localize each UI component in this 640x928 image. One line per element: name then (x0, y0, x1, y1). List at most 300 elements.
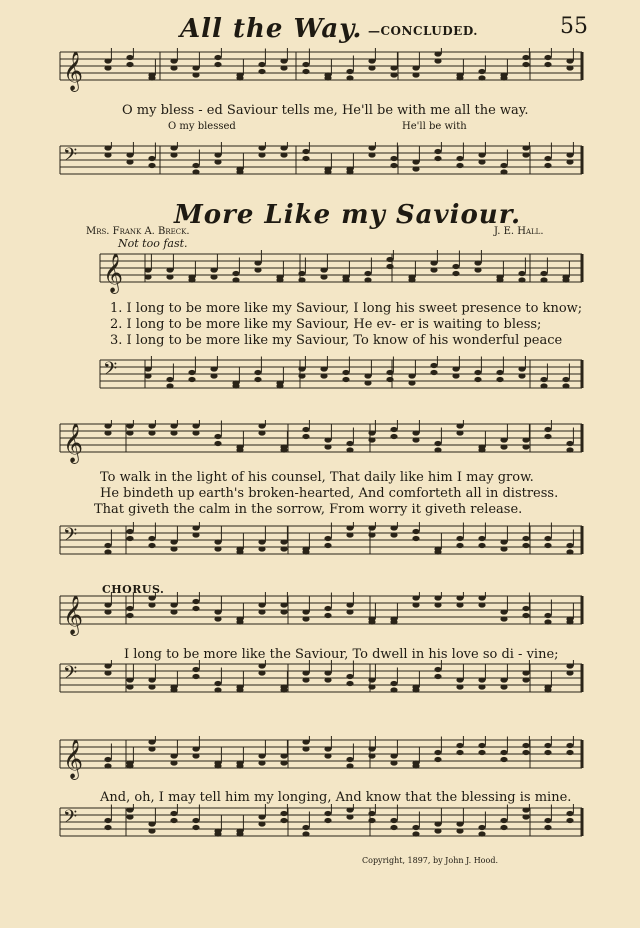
notehead (104, 670, 111, 675)
notehead (522, 543, 529, 548)
notehead (434, 58, 441, 63)
notehead (522, 613, 529, 618)
notehead (126, 814, 133, 819)
notehead (412, 159, 419, 164)
notehead (346, 757, 353, 762)
notehead (478, 536, 485, 541)
notehead (496, 277, 503, 282)
verse-line-2: 2. I long to be more like my Saviour, He ev- er is waiting to bless; (110, 317, 542, 332)
notehead (214, 152, 221, 157)
bass-words-right: He'll be with (402, 121, 467, 132)
notehead (170, 687, 177, 692)
notehead (280, 602, 287, 607)
notehead (188, 277, 195, 282)
notehead (430, 363, 437, 368)
notehead (452, 366, 459, 371)
notehead (104, 825, 111, 830)
notehead (280, 145, 287, 150)
notehead (346, 681, 353, 686)
notehead (456, 156, 463, 161)
notehead (210, 366, 217, 371)
notehead (104, 152, 111, 157)
notehead (280, 609, 287, 614)
notehead (478, 159, 485, 164)
notehead (170, 811, 177, 816)
notehead (126, 529, 133, 534)
notehead (148, 602, 155, 607)
notehead (144, 366, 151, 371)
notehead (258, 62, 265, 67)
notehead (478, 152, 485, 157)
notehead (500, 444, 507, 449)
notehead (452, 373, 459, 378)
notehead (478, 543, 485, 548)
notehead (390, 760, 397, 765)
notehead (474, 267, 481, 272)
notehead (170, 145, 177, 150)
notehead (390, 818, 397, 823)
notehead (192, 72, 199, 77)
notehead (254, 377, 261, 382)
notehead (412, 825, 419, 830)
verse-cont-line-3: That giveth the calm in the sorrow, From worry it giveth release. (94, 502, 523, 517)
page-header-title: All the Way. (180, 14, 363, 44)
notehead (104, 65, 111, 70)
page-header-concluded: —CONCLUDED. (368, 24, 478, 38)
notehead (540, 383, 547, 388)
notehead (104, 423, 111, 428)
notehead (496, 377, 503, 382)
notehead (500, 539, 507, 544)
notehead (324, 818, 331, 823)
notehead (170, 58, 177, 63)
notehead (192, 430, 199, 435)
notehead (408, 380, 415, 385)
notehead (390, 681, 397, 686)
notehead (302, 69, 309, 74)
notehead (474, 370, 481, 375)
notehead (236, 831, 243, 836)
notehead (430, 267, 437, 272)
notehead (104, 549, 111, 554)
treble-staff-1 (0, 48, 640, 92)
notehead (144, 373, 151, 378)
notehead (302, 549, 309, 554)
notehead (104, 602, 111, 607)
notehead (170, 760, 177, 765)
notehead (170, 423, 177, 428)
notehead (258, 152, 265, 157)
treble-staff-7 (0, 592, 640, 636)
notehead (368, 677, 375, 682)
notehead (254, 267, 261, 272)
page-number: 55 (560, 14, 588, 39)
notehead (540, 377, 547, 382)
notehead (346, 674, 353, 679)
notehead (104, 145, 111, 150)
notehead (324, 811, 331, 816)
notehead (104, 763, 111, 768)
notehead (324, 670, 331, 675)
notehead (430, 370, 437, 375)
notehead (562, 277, 569, 282)
notehead (232, 277, 239, 282)
treble-staff-5 (0, 420, 640, 464)
notehead (368, 58, 375, 63)
notehead (434, 549, 441, 554)
notehead (324, 753, 331, 758)
notehead (214, 441, 221, 446)
notehead (566, 543, 573, 548)
notehead (390, 753, 397, 758)
notehead (254, 370, 261, 375)
notehead (236, 549, 243, 554)
notehead (412, 595, 419, 600)
notehead (364, 277, 371, 282)
notehead (302, 434, 309, 439)
notehead (192, 532, 199, 537)
bass-clef-icon: 𝄢 (63, 663, 78, 688)
notehead (346, 814, 353, 819)
notehead (456, 595, 463, 600)
notehead (522, 807, 529, 812)
notehead (210, 267, 217, 272)
notehead (434, 156, 441, 161)
notehead (522, 606, 529, 611)
bass-clef-icon: 𝄢 (103, 359, 118, 384)
notehead (298, 373, 305, 378)
notehead (192, 599, 199, 604)
notehead (500, 169, 507, 174)
notehead (566, 152, 573, 157)
notehead (148, 156, 155, 161)
notehead (412, 72, 419, 77)
notehead (170, 546, 177, 551)
notehead (434, 602, 441, 607)
notehead (148, 821, 155, 826)
notehead (346, 532, 353, 537)
bass-clef-icon: 𝄢 (63, 807, 78, 832)
notehead (456, 163, 463, 168)
notehead (478, 602, 485, 607)
chorus-label: CHORUS. (102, 583, 165, 596)
notehead (346, 447, 353, 452)
notehead (518, 373, 525, 378)
notehead (496, 370, 503, 375)
notehead (148, 536, 155, 541)
notehead (566, 441, 573, 446)
notehead (192, 753, 199, 758)
notehead (500, 825, 507, 830)
notehead (500, 818, 507, 823)
notehead (170, 65, 177, 70)
notehead (412, 529, 419, 534)
tempo-marking: Not too fast. (118, 237, 188, 250)
verse-cont-line-1: To walk in the light of his counsel, That daily like him I may grow. (100, 470, 534, 485)
notehead (500, 163, 507, 168)
notehead (368, 430, 375, 435)
notehead (522, 677, 529, 682)
notehead (214, 434, 221, 439)
notehead (214, 687, 221, 692)
notehead (148, 163, 155, 168)
notehead (544, 613, 551, 618)
notehead (452, 271, 459, 276)
notehead (302, 746, 309, 751)
bass-words-left: O my blessed (168, 121, 236, 132)
notehead (346, 763, 353, 768)
notehead (126, 536, 133, 541)
notehead (236, 169, 243, 174)
notehead (324, 75, 331, 80)
notehead (192, 674, 199, 679)
notehead (566, 619, 573, 624)
notehead (298, 271, 305, 276)
notehead (192, 169, 199, 174)
notehead (544, 55, 551, 60)
notehead (214, 546, 221, 551)
notehead (562, 383, 569, 388)
notehead (104, 609, 111, 614)
notehead (434, 51, 441, 56)
notehead (478, 825, 485, 830)
notehead (364, 373, 371, 378)
notehead (456, 602, 463, 607)
notehead (324, 444, 331, 449)
notehead (302, 156, 309, 161)
notehead (434, 447, 441, 452)
notehead (126, 677, 133, 682)
notehead (544, 750, 551, 755)
notehead (258, 539, 265, 544)
notehead (522, 670, 529, 675)
notehead (544, 434, 551, 439)
notehead (522, 536, 529, 541)
notehead (214, 55, 221, 60)
notehead (522, 743, 529, 748)
treble-clef-icon: 𝄞 (103, 253, 124, 293)
notehead (126, 152, 133, 157)
notehead (280, 58, 287, 63)
notehead (430, 260, 437, 265)
notehead (408, 277, 415, 282)
notehead (324, 606, 331, 611)
notehead (456, 821, 463, 826)
notehead (280, 546, 287, 551)
notehead (500, 609, 507, 614)
notehead (456, 828, 463, 833)
notehead (478, 447, 485, 452)
notehead (368, 811, 375, 816)
notehead (566, 58, 573, 63)
notehead (390, 825, 397, 830)
notehead (280, 447, 287, 452)
treble-clef-icon: 𝄞 (63, 423, 84, 463)
notehead (280, 539, 287, 544)
notehead (170, 602, 177, 607)
notehead (302, 616, 309, 621)
notehead (346, 441, 353, 446)
bass-staff-4 (0, 356, 640, 400)
notehead (148, 739, 155, 744)
notehead (478, 750, 485, 755)
notehead (456, 423, 463, 428)
notehead (144, 267, 151, 272)
notehead (254, 260, 261, 265)
notehead (302, 739, 309, 744)
first-hymn-lyric: O my bless - ed Saviour tells me, He'll be with me all the way. (122, 103, 529, 118)
notehead (368, 525, 375, 530)
verse-line-1: 1. I long to be more like my Saviour, I long his sweet presence to know; (110, 301, 583, 316)
notehead (478, 684, 485, 689)
notehead (474, 377, 481, 382)
notehead (500, 684, 507, 689)
notehead (390, 532, 397, 537)
notehead (566, 447, 573, 452)
notehead (500, 750, 507, 755)
notehead (434, 595, 441, 600)
notehead (258, 821, 265, 826)
verse-cont-line-2: He bindeth up earth's broken-hearted, And comforteth all in distress. (100, 486, 559, 501)
notehead (500, 616, 507, 621)
treble-clef-icon: 𝄞 (63, 595, 84, 635)
notehead (192, 525, 199, 530)
hymn-composer: J. E. Hall. (494, 226, 544, 237)
notehead (214, 681, 221, 686)
notehead (544, 619, 551, 624)
notehead (386, 257, 393, 262)
notehead (390, 525, 397, 530)
notehead (434, 757, 441, 762)
notehead (192, 423, 199, 428)
notehead (456, 743, 463, 748)
notehead (276, 383, 283, 388)
notehead (192, 667, 199, 672)
notehead (346, 75, 353, 80)
notehead (148, 684, 155, 689)
notehead (412, 831, 419, 836)
notehead (104, 818, 111, 823)
notehead (214, 763, 221, 768)
notehead (390, 156, 397, 161)
notehead (324, 437, 331, 442)
notehead (540, 277, 547, 282)
notehead (148, 430, 155, 435)
notehead (518, 271, 525, 276)
notehead (456, 75, 463, 80)
notehead (456, 430, 463, 435)
notehead (210, 274, 217, 279)
notehead (478, 743, 485, 748)
notehead (500, 546, 507, 551)
notehead (408, 373, 415, 378)
notehead (346, 69, 353, 74)
notehead (302, 149, 309, 154)
notehead (280, 818, 287, 823)
notehead (434, 441, 441, 446)
notehead (302, 427, 309, 432)
notehead (544, 156, 551, 161)
notehead (126, 613, 133, 618)
notehead (302, 609, 309, 614)
notehead (126, 807, 133, 812)
treble-clef-icon: 𝄞 (63, 739, 84, 779)
notehead (522, 444, 529, 449)
notehead (302, 62, 309, 67)
notehead (280, 753, 287, 758)
notehead (368, 145, 375, 150)
notehead (500, 75, 507, 80)
notehead (148, 75, 155, 80)
notehead (544, 687, 551, 692)
notehead (126, 55, 133, 60)
notehead (544, 536, 551, 541)
notehead (236, 75, 243, 80)
notehead (390, 65, 397, 70)
notehead (478, 595, 485, 600)
notehead (364, 380, 371, 385)
notehead (148, 543, 155, 548)
notehead (210, 373, 217, 378)
notehead (412, 687, 419, 692)
bass-staff-10 (0, 804, 640, 848)
notehead (214, 159, 221, 164)
notehead (192, 65, 199, 70)
notehead (522, 152, 529, 157)
notehead (324, 543, 331, 548)
notehead (258, 602, 265, 607)
notehead (474, 260, 481, 265)
notehead (478, 677, 485, 682)
notehead (566, 670, 573, 675)
notehead (500, 437, 507, 442)
notehead (368, 684, 375, 689)
notehead (214, 831, 221, 836)
notehead (232, 271, 239, 276)
notehead (324, 536, 331, 541)
bass-staff-8 (0, 660, 640, 704)
notehead (342, 277, 349, 282)
notehead (324, 677, 331, 682)
notehead (566, 65, 573, 70)
notehead (544, 543, 551, 548)
notehead (126, 62, 133, 67)
notehead (566, 159, 573, 164)
notehead (522, 145, 529, 150)
notehead (412, 65, 419, 70)
notehead (166, 383, 173, 388)
hymn-title: More Like my Saviour. (174, 200, 522, 230)
notehead (104, 58, 111, 63)
notehead (412, 430, 419, 435)
notehead (302, 670, 309, 675)
notehead (412, 437, 419, 442)
notehead (544, 62, 551, 67)
notehead (500, 757, 507, 762)
notehead (522, 62, 529, 67)
notehead (368, 753, 375, 758)
copyright-notice: Copyright, 1897, by John J. Hood. (362, 856, 498, 865)
notehead (126, 763, 133, 768)
notehead (566, 743, 573, 748)
notehead (258, 546, 265, 551)
notehead (566, 663, 573, 668)
notehead (386, 370, 393, 375)
notehead (434, 149, 441, 154)
notehead (390, 163, 397, 168)
notehead (518, 366, 525, 371)
notehead (324, 613, 331, 618)
